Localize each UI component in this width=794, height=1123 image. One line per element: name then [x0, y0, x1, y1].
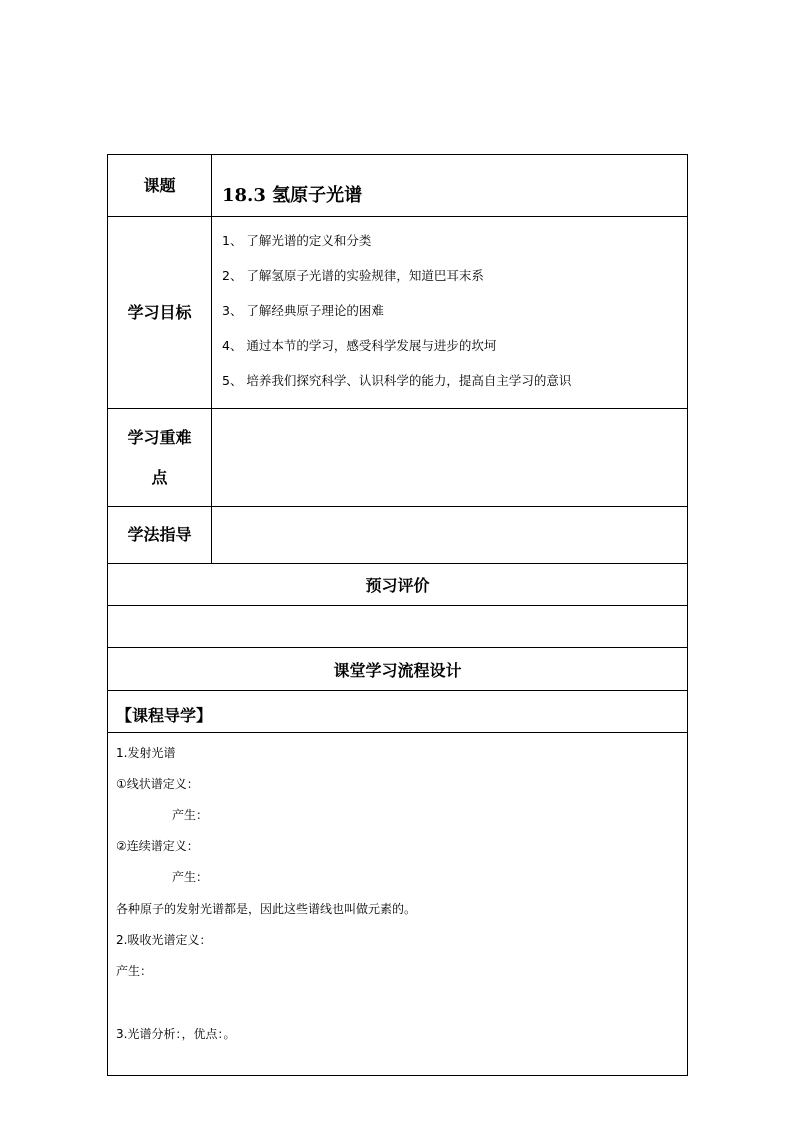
guide-heading-row — [108, 691, 687, 733]
preview-heading: 预习评价 — [365, 576, 430, 595]
key-points-value[interactable] — [212, 409, 687, 506]
objectives-label: 学习目标 — [108, 217, 212, 408]
method-row — [108, 507, 687, 564]
preview-content-row[interactable] — [108, 606, 687, 648]
topic-title: 18.3 氢原子光谱 — [222, 185, 363, 206]
guide-line: 产生： — [172, 870, 209, 884]
preview-value[interactable] — [108, 606, 687, 647]
guide-line: ②连续谱定义： — [116, 839, 199, 853]
method-value[interactable] — [212, 507, 687, 563]
guide-line: 产生： — [116, 964, 153, 978]
guide-line: 产生： — [172, 808, 209, 822]
objectives-row — [108, 217, 687, 409]
preview-heading-row — [108, 564, 687, 606]
objective-item: 3、 了解经典原子理论的困难 — [222, 303, 384, 318]
guide-heading: 【课程导学】 — [116, 706, 213, 725]
objective-item: 1、 了解光谱的定义和分类 — [222, 233, 372, 248]
objective-item: 5、 培养我们探究科学、认识科学的能力，提高自主学习的意识 — [222, 373, 572, 388]
topic-row — [108, 155, 687, 217]
objective-item: 2、 了解氢原子光谱的实验规律，知道巴耳末系 — [222, 268, 484, 283]
guide-line: 各种原子的发射光谱都是，因此这些谱线也叫做元素的。 — [116, 902, 417, 916]
guide-line: 3.光谱分析：，优点：。 — [116, 1027, 236, 1041]
topic-label: 课题 — [108, 155, 212, 216]
objectives-list — [212, 217, 687, 408]
key-points-label: 学习重难点 — [108, 409, 212, 506]
guide-line: 1.发射光谱 — [116, 746, 176, 760]
key-points-row — [108, 409, 687, 507]
flow-heading-row — [108, 648, 687, 691]
topic-value-cell — [212, 155, 687, 216]
flow-heading: 课堂学习流程设计 — [333, 660, 462, 680]
guide-line: 2.吸收光谱定义： — [116, 933, 212, 947]
lesson-plan-table — [107, 154, 688, 1076]
objective-item: 4、 通过本节的学习，感受科学发展与进步的坎坷 — [222, 338, 497, 353]
guide-content-row — [108, 733, 687, 1075]
method-label: 学法指导 — [108, 507, 212, 563]
guide-line: ①线状谱定义： — [116, 777, 199, 791]
